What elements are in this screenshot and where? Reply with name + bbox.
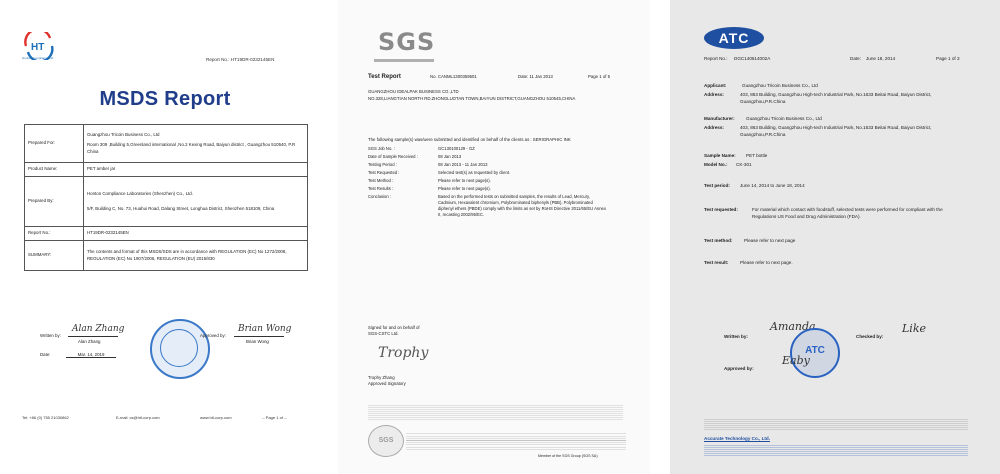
checked-by-label: Checked by:: [856, 334, 884, 339]
approved-by-signature: Brian Wong: [238, 324, 292, 334]
test-method-value: Please refer to next page: [744, 238, 796, 243]
signatory-title: Approved Signatory: [368, 381, 406, 386]
written-by-signature: Alan Zhang: [72, 324, 125, 334]
sgs-seal-icon: SGS: [368, 425, 404, 457]
applicant-label: Applicant:: [704, 83, 727, 88]
signed-company: SGS-CSTC Ltd.: [368, 331, 399, 336]
test-requested-value: For material which contact with foodstuff, selected tests were performed for compliant with the Regulations US Food and Drug Administration (FDA).: [752, 207, 943, 219]
signatory-signature: Trophy: [378, 345, 429, 361]
report-number-label: Report No.:: [704, 56, 728, 61]
table-row: [25, 163, 308, 177]
sample-name-value: PET bottle: [746, 153, 768, 158]
atc-logo: ATC: [704, 27, 764, 49]
page-number: Page 1 of 3: [936, 56, 960, 61]
fine-print-block: [406, 432, 626, 450]
written-by-label: Written by:: [40, 333, 61, 338]
test-method-label: Test method:: [704, 238, 733, 243]
approved-by-label: Approved by:: [724, 366, 754, 371]
sgs-member-footer: Member of the SGS Group (SGS SA): [538, 454, 598, 458]
test-result-value: Please refer to next page.: [740, 260, 793, 265]
row-key: Prepared For:: [25, 125, 84, 163]
footer-contact-block: [704, 444, 968, 456]
fine-print-block: [368, 404, 623, 420]
page-title: MSDS Report: [99, 88, 231, 110]
row-value: The contents and format of this MSDS/SDS are in accordance with REGULATION (EC) No 1272/2008, REGULATION (EC) No 1907/2006, REGULATION (EU) 2015/830: [84, 241, 308, 271]
approved-by-signature: Eaby: [782, 354, 810, 367]
written-by-signature: Amanda: [770, 320, 816, 333]
report-number: Report No.: HT19DR-0232145EN: [206, 57, 275, 62]
test-period-label: Test period:: [704, 183, 730, 188]
intro-text: The following sample(s) was/were submitted and identified on behalf of the clients as : SERIGRAPHIC INK: [368, 137, 571, 142]
sample-name-label: Sample Name:: [704, 153, 736, 158]
row-value-line: 5/F, Building C, No. 73, Huahui Road, Dalang Street, Longhua District, Shenzhen 518109, China: [87, 205, 275, 211]
row-value: [84, 177, 308, 227]
date-value: Mar. 14, 2019: [66, 352, 116, 358]
row-value: [84, 125, 308, 163]
written-by-name: Alan Zhang: [78, 339, 101, 344]
row-value-line: Honton Compliance Laboratories (Shenzhen) Co., Ltd.: [87, 190, 193, 196]
report-date: Date: 11 Jan 2013: [518, 74, 553, 79]
approved-by-label: Approved by:: [200, 333, 226, 338]
table-row: SGS Job No. : GC130100129 - GZ: [368, 146, 475, 151]
table-row: [25, 125, 308, 163]
footer-company: Accurate Technology Co., Ltd.: [704, 436, 771, 441]
row-value-line: Guangzhou Tricoin Business Co., Ltd: [87, 131, 160, 137]
row-key: Report No.:: [25, 227, 84, 241]
address-label: Address:: [704, 92, 724, 97]
written-by-label: Written by:: [724, 334, 748, 339]
row-value: HT19DR-0232145EN: [84, 227, 308, 241]
fine-print-block: [704, 418, 968, 430]
table-row: Test Results : Please refer to next page(s).: [368, 186, 491, 191]
table-row: Test Method : Please refer to next page(s).: [368, 178, 491, 183]
msds-report-page: [0, 0, 330, 474]
atc-test-report-page: [670, 0, 1000, 474]
row-key: SUMMARY:: [25, 241, 84, 271]
manufacturer-label: Manufacturer:: [704, 116, 735, 121]
address-value: 403, 863 Building, Guangzhou High-tech Industrial Park, No.1633 Beitai Road, Baiyun District, Guangzhou,P.R.China: [740, 92, 932, 104]
model-label: Model No.:: [704, 162, 728, 167]
date-label: Date:: [40, 352, 51, 357]
sgs-test-report-page: [338, 0, 650, 474]
test-report-heading: Test Report: [368, 74, 401, 80]
test-result-label: Test result:: [704, 260, 729, 265]
report-number: DGC140614002A: [734, 56, 771, 61]
table-row: Test Requested : Selected test(s) as requested by client.: [368, 170, 511, 175]
manufacturer-value: Guangzhou Tricoin Business Co., Ltd: [746, 116, 822, 121]
table-row: [25, 177, 308, 227]
svg-text:HT: HT: [31, 42, 45, 53]
footer-tel: Tel: +86 (0) 755 21030862: [22, 415, 69, 420]
table-row: [25, 227, 308, 241]
sgs-logo: SGS: [378, 28, 436, 56]
table-row: Date of Sample Received : 08 Jan 2013: [368, 154, 462, 159]
approved-by-name: Brian Wong: [246, 339, 269, 344]
checked-by-signature: Like: [902, 322, 926, 335]
model-value: CK-301: [736, 162, 752, 167]
footer-website: www.htl-corp.com: [200, 415, 232, 420]
applicant-value: Guangzhou Tricoin Business Co., Ltd: [742, 83, 818, 88]
client-address: NO.328,LIANGTIAN NORTH RD.ZHONGLUOTAN TOWN,BAIYUN DISTRICT,GUANGZHOU 510545,CHINA: [368, 96, 576, 101]
table-row: [25, 241, 308, 271]
footer-email: E-mail: cs@htl-corp.com: [116, 415, 160, 420]
logo-underline: [374, 59, 434, 62]
company-seal-icon: [150, 319, 210, 379]
signed-for-line: Signed for and on behalf of: [368, 325, 420, 330]
page-number: Page 1 of 5: [588, 74, 610, 79]
client-company: GUANGZHOU IDEALPAK BUSINESS CO.,LTD: [368, 89, 459, 94]
report-info-table: [24, 124, 308, 271]
report-number: No. CANML1300359501: [430, 74, 477, 79]
row-key: Prepared By:: [25, 177, 84, 227]
signatory-name: Trophy Zhang: [368, 375, 395, 380]
test-period-value: June 14, 2014 to June 18, 2014: [740, 183, 805, 188]
address2-value: 403, 863 Building, Guangzhou High-tech Industrial Park, No.1633 Beitai Road, Baiyun District, Guangzhou,P.R.China: [740, 125, 932, 137]
footer-page: -- Page 1 of --: [262, 415, 287, 420]
seal-text: ATC: [805, 345, 825, 356]
row-value: PET amber jar: [84, 163, 308, 177]
row-key: Product Name:: [25, 163, 84, 177]
table-row: Testing Period : 08 Jan 2013 - 11 Jan 2013: [368, 162, 488, 167]
test-requested-label: Test requested:: [704, 207, 738, 212]
date-label: Date:: [850, 56, 861, 61]
atc-seal-icon: [790, 328, 840, 378]
report-date: June 18, 2014: [866, 56, 896, 61]
logo-subtitle: Honton Compliance Ltd: [22, 56, 54, 60]
table-row: Conclusion : Based on the performed tests on submitted samples, the results of Lead, Mercury, Cadmium, Hexavalent chromium, Polybrominated biphenyls (PBB), Polybrominated diphenyl ethers (PBDE) comply with the limits as set by RoHS Directive 2011/65/EU Annex II, recasting 2002/95/EC.: [368, 194, 606, 217]
address2-label: Address:: [704, 125, 724, 130]
row-value-line: Room 309 ,Building 5,Greenland international ,No.2 Kexing Road, Baiyun district , Guangzhou 510540, P.R China: [87, 142, 296, 154]
